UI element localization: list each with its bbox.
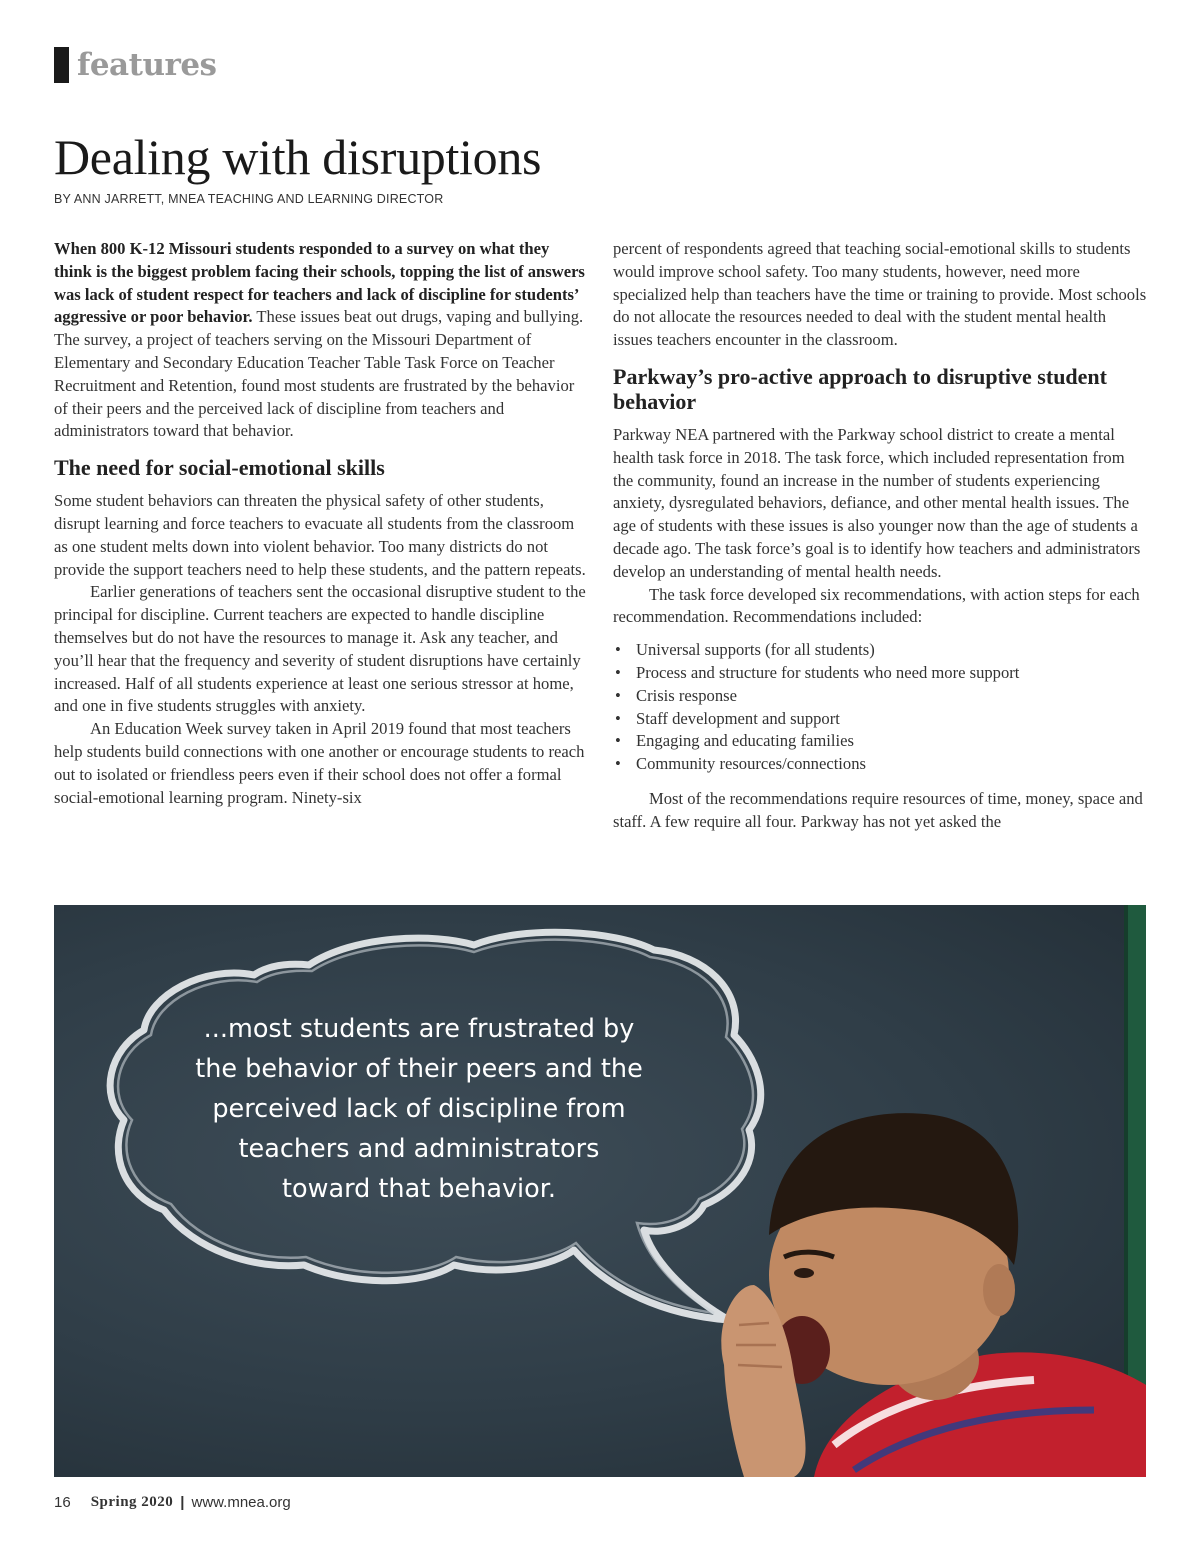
page-number: 16 xyxy=(54,1494,71,1511)
list-item: • Crisis response xyxy=(613,685,1149,708)
paragraph: percent of respondents agreed that teaching social-emotional skills to students would improve school safety. Too many students, however, need more specialized help than teachers have the time or training to provide. Most schools do not allocate the resources needed to deal with the student mental health issues teachers encounter in the classroom. xyxy=(613,239,1147,350)
list-item: • Universal supports (for all students) xyxy=(613,639,1149,662)
lead-paragraph xyxy=(54,238,589,443)
lead-rest-text: These issues beat out drugs, vaping and bullying. The survey, a project of teachers serving on the Missouri Department of Elementary and Secondary Education Teacher Table Task Force on Teacher Recruitment and Retention, found most students are frustrated by the behavior of their peers and the perceived lack of discipline from teachers and administrators toward that behavior. xyxy=(54,307,584,441)
article-title: Dealing with disruptions xyxy=(54,129,542,185)
right-column xyxy=(613,238,1149,834)
chalkboard-photo xyxy=(54,905,1146,1477)
list-item: • Process and structure for students who need more support xyxy=(613,662,1149,685)
paragraph: An Education Week survey taken in April 2019 found that most teachers help students build connections with one another or encourage students to reach out to isolated or friendless peers even if their school does not offer a formal social-emotional learning program. Ninety-six xyxy=(54,719,585,807)
paragraph: Some student behaviors can threaten the physical safety of other students, disrupt learning and force teachers to evacuate all students from the classroom as one student melts down into violent behavior. Too many districts do not provide the support teachers need to help these students, and the pattern repeats. xyxy=(54,491,586,579)
recommendations-list xyxy=(613,639,1149,776)
website-link[interactable]: www.mnea.org xyxy=(191,1494,291,1511)
boy-ear xyxy=(983,1264,1015,1316)
issue-label: Spring 2020 xyxy=(90,1494,174,1510)
footer-separator: | xyxy=(180,1494,185,1511)
subhead-parkway: Parkway’s pro-active approach to disruptive student behavior xyxy=(613,363,1107,414)
subhead-social-emotional: The need for social-emotional skills xyxy=(54,455,385,481)
pull-quote: ...most students are frustrated by the behavior of their peers and the perceived lack of discipline from teachers and administrators toward that behavior. xyxy=(195,1014,643,1204)
paragraph: Parkway NEA partnered with the Parkway school district to create a mental health task force in 2018. The task force, which included representation from the community, found an increase in the number of students experiencing anxiety, dysregulated behaviors, defiance, and other mental health issues. The age of students with these issues is also younger now than the age of students a decade ago. The task force’s goal is to identify how teachers and administrators develop an understanding of mental health needs. xyxy=(613,424,1141,581)
list-item: • Community resources/connections xyxy=(613,753,1149,776)
boy-eye xyxy=(794,1268,814,1278)
section-label: features xyxy=(77,47,217,83)
list-item: • Staff development and support xyxy=(613,708,1149,731)
section-tag xyxy=(54,46,217,84)
article-byline: BY ANN JARRETT, MNEA TEACHING AND LEARNING DIRECTOR xyxy=(54,192,444,206)
section-bar xyxy=(54,47,69,83)
paragraph: The task force developed six recommendations, with action steps for each recommendation. Recommendations included: xyxy=(613,584,1140,627)
shouting-boy-illustration xyxy=(721,1113,1146,1477)
paragraph: Most of the recommendations require resources of time, money, space and staff. A few require all four. Parkway has not yet asked the xyxy=(613,788,1143,831)
paragraph: Earlier generations of teachers sent the occasional disruptive student to the principal for discipline. Current teachers are expected to handle discipline themselves but do not have the resources to manage it. Ask any teacher, and you’ll hear that the frequency and severity of student disruptions have certainly increased. Half of all students experience at least one serious stressor at home, and one in five students struggles with anxiety. xyxy=(54,582,586,716)
page-footer xyxy=(54,1494,291,1511)
list-item: • Engaging and educating families xyxy=(613,730,1149,753)
left-column xyxy=(54,238,589,809)
lead-bold-text: When 800 K-12 Missouri students responded to a survey on what they think is the biggest problem facing their schools, topping the list of answers was lack of student respect for teachers and lack of discipline for students’ aggressive or poor behavior. xyxy=(54,239,585,327)
